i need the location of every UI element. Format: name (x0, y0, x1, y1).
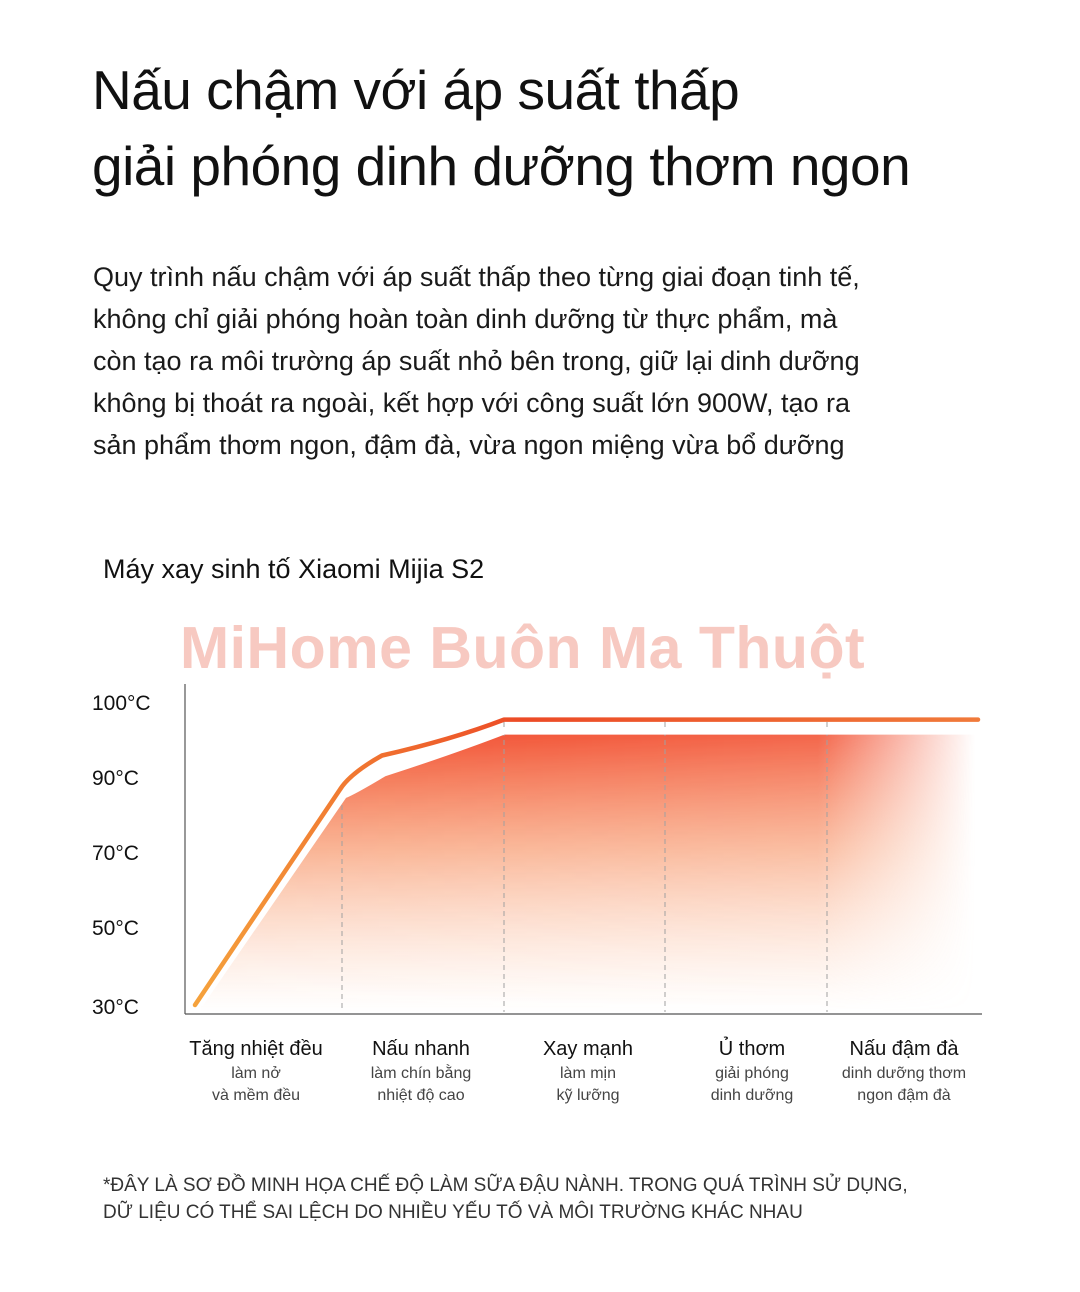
stage-desc: giải phóng (715, 1065, 789, 1082)
intro-paragraph (93, 256, 1013, 466)
stage-desc: ngon đậm đà (857, 1087, 951, 1104)
stage-name: Nấu đậm đà (849, 1038, 959, 1060)
stage-desc: làm chín bằng (370, 1065, 472, 1082)
intro-line: còn tạo ra môi trường áp suất nhỏ bên trong, giữ lại dinh dưỡng (93, 346, 860, 376)
stage-desc: và mềm đều (211, 1087, 301, 1104)
intro-line: không bị thoát ra ngoài, kết hợp với công suất lớn 900W, tạo ra (93, 388, 851, 418)
disclaimer-line: DỮ LIỆU CÓ THỂ SAI LỆCH DO NHIỀU YẾU TỐ VÀ MÔI TRƯỜNG KHÁC NHAU (103, 1202, 803, 1223)
y-tick-label: 50°C (92, 917, 139, 940)
intro-line: Quy trình nấu chậm với áp suất thấp theo từng giai đoạn tinh tế, (93, 262, 860, 292)
stage-desc: dinh dưỡng (710, 1087, 794, 1104)
title-line-2: giải phóng dinh dưỡng thơm ngon (92, 135, 911, 197)
disclaimer-note (103, 1172, 1043, 1226)
intro-line: sản phẩm thơm ngon, đậm đà, vừa ngon miệng vừa bổ dưỡng (93, 430, 845, 460)
y-tick-label: 90°C (92, 767, 139, 790)
stage-name: Ủ thơm (718, 1038, 786, 1060)
temperature-chart (0, 660, 1080, 1130)
stage-desc: nhiệt độ cao (377, 1087, 465, 1104)
intro-line: không chỉ giải phóng hoàn toàn dinh dưỡng từ thực phẩm, mà (93, 304, 838, 334)
stage-desc: dinh dưỡng thơm (841, 1065, 967, 1082)
area-fill (201, 732, 978, 1012)
page-title (92, 52, 1052, 204)
watermark-text: MiHome Buôn Ma Thuột (180, 615, 866, 681)
stage-desc: làm nở (231, 1065, 281, 1082)
title-line-1: Nấu chậm với áp suất thấp (92, 59, 740, 121)
stage-name: Xay mạnh (542, 1038, 634, 1060)
y-tick-label: 30°C (92, 996, 139, 1019)
y-tick-label: 100°C (92, 692, 151, 715)
product-name: Máy xay sinh tố Xiaomi Mijia S2 (103, 554, 485, 584)
stage-desc: làm mịn (559, 1065, 617, 1082)
y-tick-label: 70°C (92, 842, 139, 865)
stage-name: Nấu nhanh (372, 1038, 470, 1060)
stage-name: Tăng nhiệt đều (189, 1038, 323, 1060)
stage-desc: kỹ lưỡng (556, 1087, 620, 1104)
disclaimer-line: *ĐÂY LÀ SƠ ĐỒ MINH HỌA CHẾ ĐỘ LÀM SỮA ĐẬU NÀNH. TRONG QUÁ TRÌNH SỬ DỤNG, (103, 1175, 908, 1196)
